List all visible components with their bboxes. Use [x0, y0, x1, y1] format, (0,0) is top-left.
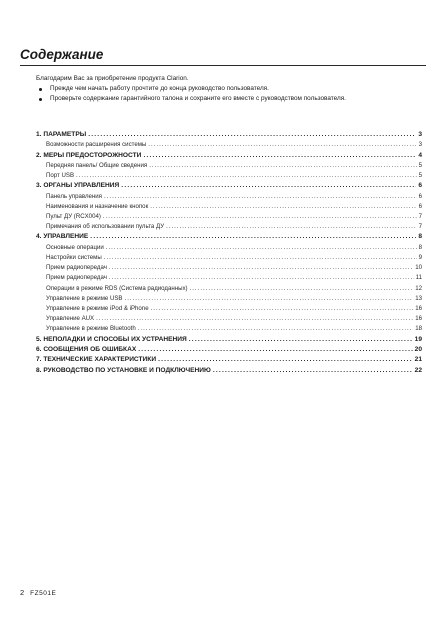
model-name: FZ501E [30, 590, 57, 597]
toc-page-number: 22 [414, 366, 422, 374]
toc-dot-leader [189, 336, 413, 343]
toc-dot-leader [103, 213, 417, 220]
toc-page-number: 11 [415, 274, 422, 282]
toc-dot-leader [158, 356, 413, 363]
toc-page-number: 19 [414, 335, 422, 343]
toc-page-number: 8 [418, 233, 422, 241]
toc-entry-label: 1. ПАРАМЕТРЫ [36, 131, 87, 138]
toc-dot-leader [76, 172, 417, 179]
toc-entry-label: Примечания об использовании пульта ДУ [46, 223, 165, 231]
table-of-contents [36, 131, 422, 377]
toc-dot-leader [143, 152, 416, 159]
intro-bullet-list [36, 84, 422, 104]
intro-bullet-text: Прежде чем начать работу прочтите до конца руководство пользователя. [50, 85, 269, 92]
toc-page-number: 12 [415, 284, 422, 292]
toc-subentry[interactable] [36, 305, 422, 315]
intro-thanks: Благодарим Вас за приобретение продукта Clarion. [36, 75, 189, 82]
toc-dot-leader [96, 315, 413, 322]
toc-entry-label: 2. МЕРЫ ПРЕДОСТОРОЖНОСТИ [36, 151, 142, 159]
toc-entry-label: Панель управления [46, 192, 102, 200]
toc-page-number: 10 [415, 264, 422, 272]
toc-page-number: 4 [418, 151, 422, 159]
toc-entry-label: Управление AUX [46, 315, 95, 323]
toc-entry-label: Наименования и назначение кнопок [46, 202, 149, 210]
toc-entry-label: Настройки системы [46, 254, 102, 262]
toc-subentry[interactable] [36, 223, 422, 233]
toc-entry-label: Основные операции [46, 243, 104, 251]
toc-section-entry[interactable] [36, 356, 422, 366]
toc-entry-label: 6. СООБЩЕНИЯ ОБ ОШИБКАХ [36, 345, 137, 353]
toc-dot-leader [109, 274, 414, 281]
toc-subentry[interactable] [36, 203, 422, 213]
toc-page-number: 13 [415, 294, 422, 302]
page-title: Содержание [20, 47, 104, 62]
toc-dot-leader [125, 295, 414, 302]
toc-entry-label: 4. УПРАВЛЕНИЕ [36, 233, 89, 241]
toc-subentry[interactable] [36, 315, 422, 325]
toc-section-entry[interactable] [36, 182, 422, 192]
toc-dot-leader [106, 244, 417, 251]
toc-subentry[interactable] [36, 285, 422, 295]
toc-dot-leader [150, 203, 416, 210]
toc-page-number: 5 [418, 161, 422, 169]
page-footer [20, 588, 56, 597]
toc-page-number: 21 [414, 356, 422, 364]
toc-entry-label: Передняя панель/ Общие сведения [46, 161, 148, 169]
toc-page-number: 6 [418, 202, 422, 210]
toc-page-number: 7 [418, 213, 422, 221]
toc-dot-leader [109, 264, 413, 271]
toc-subentry[interactable] [36, 254, 422, 264]
toc-subentry[interactable] [36, 193, 422, 203]
toc-subentry[interactable] [36, 264, 422, 274]
toc-dot-leader [148, 141, 416, 148]
toc-entry-label: Операции в режиме RDS (Система радиоданных) [46, 284, 188, 292]
title-divider [20, 65, 426, 66]
toc-subentry[interactable] [36, 213, 422, 223]
toc-page-number: 16 [415, 305, 422, 312]
toc-subentry[interactable] [36, 325, 422, 335]
toc-entry-label: Пульт ДУ (RCX004) [46, 213, 101, 221]
toc-dot-leader [213, 367, 413, 374]
page-number: 2 [20, 588, 25, 597]
toc-subentry[interactable] [36, 172, 422, 182]
toc-page-number: 6 [418, 192, 422, 200]
toc-entry-label: Прием радиопередач [46, 264, 107, 272]
toc-entry-label: 7. ТЕХНИЧЕСКИЕ ХАРАКТЕРИСТИКИ [36, 356, 157, 364]
toc-entry-label: Порт USB [46, 172, 75, 180]
toc-section-entry[interactable] [36, 367, 422, 377]
toc-section-entry[interactable] [36, 346, 422, 356]
intro-block [36, 74, 422, 104]
toc-subentry[interactable] [36, 295, 422, 305]
toc-entry-label: 3. ОРГАНЫ УПРАВЛЕНИЯ [36, 182, 120, 190]
toc-page-number: 20 [414, 345, 422, 353]
toc-dot-leader [166, 223, 417, 230]
bullet-icon [39, 88, 42, 91]
toc-page-number: 5 [418, 172, 422, 180]
toc-dot-leader [88, 131, 416, 138]
toc-dot-leader [121, 182, 416, 189]
intro-bullet-text: Проверьте содержание гарантийного талона и сохраните его вместе с руководством пользователя. [50, 95, 346, 102]
toc-subentry[interactable] [36, 244, 422, 254]
toc-page-number: 6 [418, 182, 422, 190]
intro-bullet [36, 94, 422, 104]
toc-dot-leader [151, 305, 414, 312]
toc-entry-label: Возможности расширения системы [46, 141, 147, 149]
toc-dot-leader [149, 162, 416, 169]
toc-subentry[interactable] [36, 162, 422, 172]
toc-page-number: 16 [415, 315, 422, 323]
toc-section-entry[interactable] [36, 131, 422, 141]
toc-entry-label: 8. РУКОВОДСТВО ПО УСТАНОВКЕ И ПОДКЛЮЧЕНИЮ [36, 366, 211, 374]
toc-entry-label: Управление в режиме USB [46, 294, 123, 302]
toc-entry-label: Управление в режиме iPod & iPhone [46, 305, 149, 312]
toc-entry-label: Управление в режиме Bluetooth [46, 325, 136, 333]
toc-page-number: 7 [418, 223, 422, 231]
toc-dot-leader [138, 346, 412, 353]
toc-dot-leader [104, 254, 417, 261]
toc-page-number: 8 [418, 243, 422, 251]
toc-section-entry[interactable] [36, 336, 422, 346]
toc-section-entry[interactable] [36, 233, 422, 243]
toc-entry-label: 5. НЕПОЛАДКИ И СПОСОБЫ ИХ УСТРАНЕНИЯ [36, 335, 187, 343]
toc-page-number: 3 [418, 141, 422, 149]
toc-subentry[interactable] [36, 274, 422, 284]
toc-dot-leader [104, 193, 417, 200]
toc-dot-leader [190, 285, 414, 292]
intro-bullet [36, 84, 422, 94]
toc-section-entry[interactable] [36, 152, 422, 162]
toc-page-number: 9 [418, 254, 422, 262]
bullet-icon [39, 98, 42, 101]
toc-subentry[interactable] [36, 141, 422, 151]
toc-page-number: 18 [415, 325, 422, 333]
toc-dot-leader [138, 325, 414, 332]
toc-entry-label: Прием радиопередач [46, 274, 107, 282]
toc-dot-leader [90, 233, 416, 240]
toc-page-number: 3 [418, 131, 422, 138]
